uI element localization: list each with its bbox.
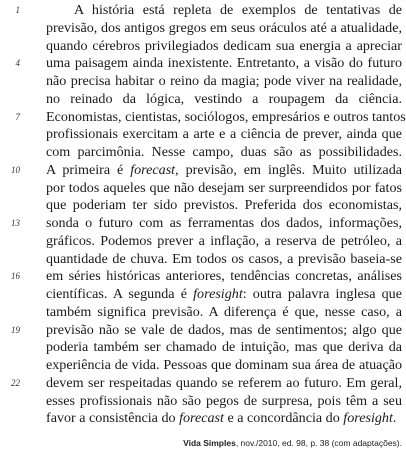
text-line	[46, 38, 402, 55]
italic-term: foresight	[343, 410, 393, 427]
text-segment: e a concordância do	[223, 410, 344, 427]
text-line	[46, 2, 402, 19]
text-segment: experiência de vida. Pessoas que dominam sua área de atuação	[46, 357, 402, 373]
text-line	[46, 162, 402, 179]
text-line	[46, 126, 402, 143]
text-line	[46, 375, 402, 392]
text-segment: científicas. A segunda é	[46, 286, 194, 302]
italic-term: forecast	[179, 410, 224, 427]
text-line	[46, 215, 402, 232]
text-line	[46, 393, 402, 410]
text-line	[46, 233, 402, 250]
source-title: Vida Simples	[183, 438, 236, 448]
text-segment: previsão não se vale de dados, mas de sentimentos; algo que	[46, 321, 402, 338]
text-line	[46, 197, 402, 214]
text-line	[46, 322, 402, 339]
text-segment: uma paisagem ainda inexistente. Entretanto, a visão do futuro	[46, 55, 402, 72]
text-segment: gráficos. Podemos prever a inflação, a reserva de petróleo, a	[46, 232, 402, 249]
text-segment: , previsão, em inglês. Muito utilizada	[175, 161, 402, 178]
italic-term: foresight	[193, 286, 243, 302]
text-segment: com parcimônia. Nesse campo, duas são as possibilidades.	[46, 144, 402, 160]
text-line	[46, 144, 402, 161]
text-segment: por todos aqueles que não desejam ser surpreendidos por fatos	[46, 179, 402, 196]
text-line	[46, 108, 406, 126]
text-segment: .	[392, 410, 397, 427]
text-line	[46, 73, 402, 90]
text-segment: Economistas, cientistas, sociólogos, empresários e outros tantos	[46, 108, 406, 125]
text-segment: devem ser respeitadas quando se referem ao futuro. Em geral,	[46, 374, 402, 391]
text-segment: também significa previsão. A diferença é que, nesse caso, a	[46, 303, 402, 320]
text-segment: previsão, dos antigos gregos em seus oráculos até a atualidade,	[46, 19, 402, 36]
text-line	[46, 251, 402, 268]
source-details: , nov./2010, ed. 98, p. 38 (com adaptações).	[235, 438, 402, 448]
line-number: 7	[15, 111, 20, 122]
text-segment: A história está repleta de exemplos de tentativas de	[74, 2, 402, 18]
line-number: 13	[11, 218, 20, 228]
text-segment: não precisa habitar o reino da magia; pode viver na realidade,	[46, 73, 402, 89]
text-segment: em séries históricas anteriores, tendências concretas, análises	[46, 268, 402, 285]
text-segment: esses profissionais não são pegos de surpresa, pois têm a seu	[46, 392, 402, 409]
italic-term: forecast	[130, 161, 176, 178]
text-line	[46, 91, 402, 108]
text-segment: quantidade de chuva. Em todos os casos, a previsão baseia-se	[46, 250, 402, 267]
text-segment: : outra palavra inglesa que	[242, 286, 402, 302]
text-line	[46, 20, 402, 37]
text-line	[46, 180, 402, 197]
text-segment: A primeira é	[46, 161, 131, 178]
line-number: 16	[11, 271, 20, 282]
text-segment: profissionais exercitam a arte e a ciência de prever, ainda que	[46, 126, 402, 143]
text-line	[46, 410, 402, 427]
line-number: 1	[15, 5, 20, 15]
text-segment: poderia também ser chamado de intuição, mas que deriva da	[46, 339, 402, 356]
text-segment: sonda o futuro com as ferramentas dos dados, informações,	[46, 215, 402, 231]
text-line	[46, 357, 402, 374]
text-line	[46, 268, 402, 285]
text-line	[46, 304, 402, 321]
source-citation	[0, 437, 402, 449]
text-segment: favor a consistência do	[46, 410, 180, 427]
line-number: 10	[11, 164, 20, 175]
line-number: 4	[15, 58, 20, 69]
text-line	[46, 55, 402, 72]
text-segment: no reinado da lógica, vestindo a roupagem da ciência.	[46, 90, 402, 107]
line-number: 22	[11, 377, 20, 388]
text-segment: quando cérebros privilegiados dedicam sua energia a apreciar	[46, 37, 402, 54]
line-number: 19	[11, 324, 20, 335]
text-line	[46, 286, 402, 303]
text-line	[46, 339, 402, 356]
text-segment: que poderiam ter sido previstos. Preferida dos economistas,	[46, 197, 402, 214]
